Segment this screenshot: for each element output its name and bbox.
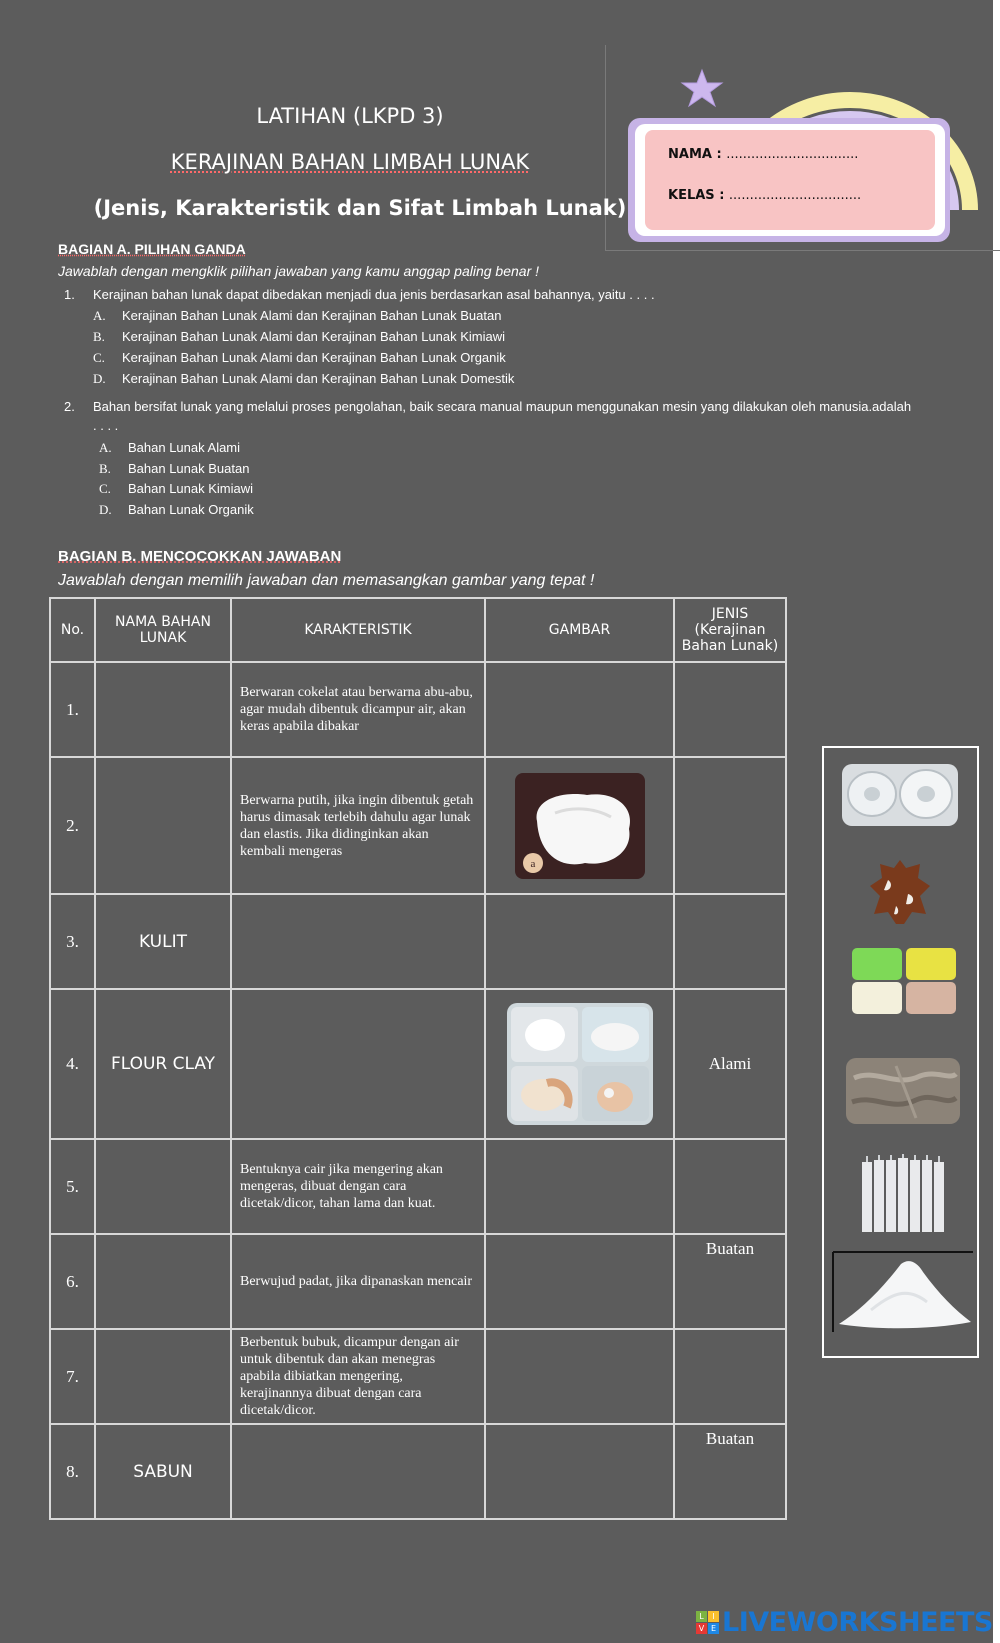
candles-image[interactable] (858, 1154, 948, 1234)
karakteristik-cell: Bentuknya cair jika mengering akan mengeras, dibuat dengan cara dicetak/dicor, tahan lama dan kuat. (231, 1139, 485, 1234)
row-no: 7. (50, 1329, 95, 1424)
nama-cell: KULIT (95, 894, 231, 989)
section-b-instruction: Jawablah dengan memilih jawaban dan memasangkan gambar yang tepat ! (58, 572, 595, 589)
option-letter: C. (93, 350, 105, 365)
table-row (50, 1424, 786, 1519)
row-no: 2. (50, 757, 95, 894)
table-row (50, 894, 786, 989)
white-powder-image[interactable] (831, 1250, 975, 1332)
namecard (645, 130, 935, 230)
gambar-cell (485, 989, 674, 1139)
nama-label: NAMA : (668, 147, 722, 162)
image-label-a: a (530, 857, 535, 870)
option-letter: D. (93, 371, 106, 386)
jenis-drop-target[interactable] (674, 662, 786, 757)
flour-clay-image (507, 1003, 653, 1125)
jenis-cell: Alami (674, 989, 786, 1139)
row-no: 5. (50, 1139, 95, 1234)
page-edge (993, 0, 1000, 1643)
nama-drop-target[interactable] (95, 662, 231, 757)
option-text: Kerajinan Bahan Lunak Alami dan Kerajinan Bahan Lunak Buatan (122, 308, 502, 323)
col-header-karakteristik: KARAKTERISTIK (231, 598, 485, 662)
option-letter: A. (93, 308, 106, 323)
table-row (50, 1139, 786, 1234)
question-1-number: 1. (64, 287, 75, 302)
nama-cell: FLOUR CLAY (95, 989, 231, 1139)
nama-field[interactable] (668, 147, 858, 162)
kelas-field[interactable] (668, 188, 861, 203)
karakteristik-cell: Berwarna putih, jika ingin dibentuk getah harus dimasak terlebih dahulu agar lunak dan elastis. Jika didinginkan akan kembali mengeras (231, 757, 485, 894)
table-row (50, 662, 786, 757)
rubber-latex-image (515, 773, 645, 879)
gambar-drop-target[interactable] (485, 894, 674, 989)
question-1-text: Kerajinan bahan lunak dapat dibedakan menjadi dua jenis berdasarkan asal bahannya, yaitu . . . . (93, 287, 655, 302)
jenis-drop-target[interactable] (674, 757, 786, 894)
gambar-drop-target[interactable] (485, 662, 674, 757)
soap-bars-image[interactable] (850, 946, 958, 1016)
col-header-no: No. (50, 598, 95, 662)
table-row (50, 1234, 786, 1329)
logo-tile: V (696, 1623, 707, 1634)
nama-dots: ................................ (726, 147, 859, 162)
logo-tile: I (708, 1611, 719, 1622)
col-header-jenis-line3: Bahan Lunak) (681, 638, 779, 654)
option-letter: C. (99, 481, 111, 496)
col-header-jenis-line1: JENIS (711, 606, 749, 622)
option-letter: B. (99, 461, 111, 476)
jenis-cell: Buatan (674, 1234, 786, 1329)
nama-cell: SABUN (95, 1424, 231, 1519)
logo-tiles-icon (696, 1611, 719, 1634)
jenis-drop-target[interactable] (674, 894, 786, 989)
clay-mud-image[interactable] (846, 1058, 960, 1124)
option-text: Bahan Lunak Buatan (128, 461, 250, 476)
logo-tile: L (696, 1611, 707, 1622)
karakteristik-drop-target[interactable] (231, 989, 485, 1139)
frame-divider (605, 250, 1000, 251)
gambar-drop-target[interactable] (485, 1424, 674, 1519)
plastic-rolls-image[interactable] (842, 764, 958, 826)
worksheet-topic: (Jenis, Karakteristik dan Sifat Limbah Lunak) (93, 196, 627, 220)
gambar-drop-target[interactable] (485, 1139, 674, 1234)
row-no: 8. (50, 1424, 95, 1519)
cowhide-leather-image[interactable] (868, 858, 932, 926)
nama-drop-target[interactable] (95, 1234, 231, 1329)
option-text: Bahan Lunak Alami (128, 440, 241, 455)
section-a-instruction: Jawablah dengan mengklik pilihan jawaban yang kamu anggap paling benar ! (58, 263, 540, 279)
worksheet-subtitle: KERAJINAN BAHAN LIMBAH LUNAK (170, 150, 530, 174)
liveworksheets-logo (696, 1608, 993, 1636)
logo-text: LIVEWORKSHEETS (722, 1606, 993, 1638)
nama-drop-target[interactable] (95, 1329, 231, 1424)
kelas-label: KELAS : (668, 188, 725, 203)
karakteristik-cell: Berwaran cokelat atau berwarna abu-abu, agar mudah dibentuk dicampur air, akan keras apabila dibakar (231, 662, 485, 757)
col-header-nama (95, 598, 231, 662)
karakteristik-drop-target[interactable] (231, 1424, 485, 1519)
gambar-drop-target[interactable] (485, 757, 674, 894)
jenis-drop-target[interactable] (674, 1329, 786, 1424)
table-row (50, 989, 786, 1139)
star-icon (678, 68, 726, 108)
option-letter: A. (99, 440, 112, 455)
option-letter: B. (93, 329, 105, 344)
question-2-text: Bahan bersifat lunak yang melalui proses pengolahan, baik secara manual maupun menggunakan mesin yang dilakukan oleh manusia.adalah (93, 399, 912, 414)
gambar-drop-target[interactable] (485, 1234, 674, 1329)
col-header-jenis (674, 598, 786, 662)
question-2-text-cont: . . . . (93, 418, 119, 433)
row-no: 3. (50, 894, 95, 989)
section-a-heading: BAGIAN A. PILIHAN GANDA (58, 241, 246, 257)
table-row (50, 1329, 786, 1424)
col-header-nama-line2: LUNAK (139, 630, 187, 646)
logo-tile: E (708, 1623, 719, 1634)
jenis-cell: Buatan (674, 1424, 786, 1519)
karakteristik-cell: Berbentuk bubuk, dicampur dengan air untuk dibentuk dan akan menegras apabila dibiatkan mengering, kerajinannya dibuat dengan cara dicetak/dicor. (231, 1329, 485, 1424)
option-text: Kerajinan Bahan Lunak Alami dan Kerajinan Bahan Lunak Domestik (122, 371, 515, 386)
option-letter: D. (99, 502, 112, 517)
col-header-gambar: GAMBAR (485, 598, 674, 662)
row-no: 1. (50, 662, 95, 757)
question-2-number: 2. (64, 399, 75, 414)
section-b-heading: BAGIAN B. MENCOCOKKAN JAWABAN (58, 548, 342, 565)
nama-drop-target[interactable] (95, 757, 231, 894)
karakteristik-drop-target[interactable] (231, 894, 485, 989)
nama-drop-target[interactable] (95, 1139, 231, 1234)
option-text: Bahan Lunak Kimiawi (128, 481, 254, 496)
option-text: Kerajinan Bahan Lunak Alami dan Kerajinan Bahan Lunak Organik (122, 350, 506, 365)
col-header-nama-line1: NAMA BAHAN (115, 614, 211, 630)
jenis-drop-target[interactable] (674, 1139, 786, 1234)
row-no: 4. (50, 989, 95, 1139)
matching-table (49, 597, 787, 1520)
col-header-jenis-line2: (Kerajinan (694, 622, 766, 638)
option-text: Bahan Lunak Organik (128, 502, 254, 517)
row-no: 6. (50, 1234, 95, 1329)
worksheet-title: LATIHAN (LKPD 3) (256, 104, 444, 128)
table-row (50, 757, 786, 894)
table-header-row (50, 598, 786, 662)
option-text: Kerajinan Bahan Lunak Alami dan Kerajinan Bahan Lunak Kimiawi (122, 329, 506, 344)
kelas-dots: ................................ (728, 188, 862, 203)
karakteristik-cell: Berwujud padat, jika dipanaskan mencair (231, 1234, 485, 1329)
gambar-drop-target[interactable] (485, 1329, 674, 1424)
